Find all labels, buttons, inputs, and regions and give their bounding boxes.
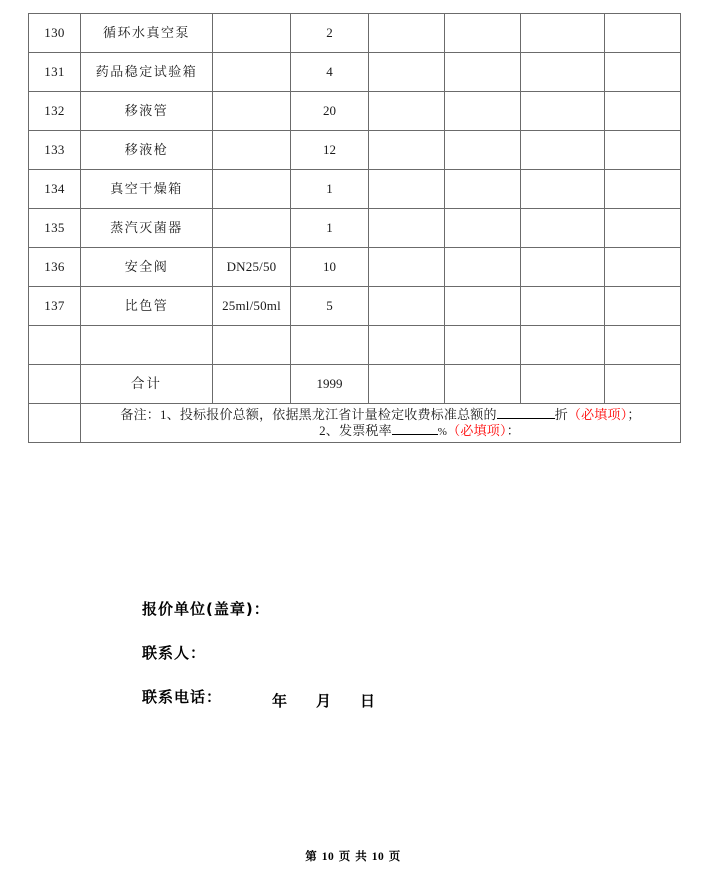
cell-empty-3 [521,170,605,209]
table-row [29,248,681,287]
cell-empty-2 [445,131,521,170]
cell-empty-3 [521,14,605,53]
cell-empty-1 [369,92,445,131]
date-day-label: 日 [360,692,377,710]
footer-total-pages: 10 [371,851,385,863]
remarks-line-2-unit: % [437,425,448,438]
footer-suffix: 页 [388,849,401,863]
cell-item-spec [213,326,291,365]
contact-person-label: 联系人： [142,644,207,662]
cell-empty-2 [445,170,521,209]
cell-item-spec [213,170,291,209]
cell-item-qty: 12 [291,131,369,170]
cell-empty-2 [445,209,521,248]
cell-empty-1 [369,326,445,365]
table-row [29,209,681,248]
cell-total-number [29,365,81,404]
cell-item-name: 循环水真空泵 [81,14,213,53]
cell-item-name: 药品稳定试验箱 [81,53,213,92]
cell-item-name: 安全阀 [81,248,213,287]
remarks-line-2-required-note: （必填项） [447,422,507,438]
table-row [29,287,681,326]
footer-prefix: 第 [305,849,318,863]
cell-total-spec [213,365,291,404]
table-row-total [29,365,681,404]
quoting-unit-label: 报价单位(盖章)： [142,600,270,618]
cell-empty-1 [369,14,445,53]
cell-item-spec: DN25/50 [213,248,291,287]
cell-empty-1 [369,170,445,209]
cell-empty-2 [445,92,521,131]
remarks-line-2 [83,423,678,440]
cell-empty-4 [605,209,681,248]
cell-item-qty: 1 [291,209,369,248]
cell-empty-2 [445,248,521,287]
cell-item-qty: 1 [291,170,369,209]
quotation-table [28,13,681,443]
date-month-label: 月 [316,692,333,710]
remarks-discount-blank[interactable] [497,418,555,419]
table-row [29,92,681,131]
signature-block [142,598,270,730]
cell-empty-1 [369,365,445,404]
cell-item-spec [213,131,291,170]
cell-item-number: 137 [29,287,81,326]
cell-empty-4 [605,170,681,209]
remarks-line-2-prefix: 2、发票税率 [319,422,392,438]
contact-phone-label: 联系电话： [142,688,223,706]
quotation-table-container [28,13,680,443]
cell-empty-2 [445,14,521,53]
date-year-label: 年 [272,692,289,710]
cell-empty-1 [369,53,445,92]
cell-empty-3 [521,248,605,287]
cell-item-number: 134 [29,170,81,209]
table-row [29,170,681,209]
cell-item-qty [291,326,369,365]
remarks-line-1 [83,407,678,423]
cell-empty-3 [521,209,605,248]
table-row [29,14,681,53]
remarks-line-1-required-note: （必填项） [567,406,628,422]
cell-item-number: 131 [29,53,81,92]
cell-empty-3 [521,53,605,92]
cell-empty-3 [521,287,605,326]
cell-empty-4 [605,287,681,326]
cell-empty-4 [605,53,681,92]
cell-empty-3 [521,365,605,404]
table-row-empty [29,326,681,365]
cell-empty-3 [521,131,605,170]
cell-item-name: 移液管 [81,92,213,131]
cell-total-qty: 1999 [291,365,369,404]
cell-empty-2 [445,365,521,404]
cell-item-number: 136 [29,248,81,287]
cell-item-name [81,326,213,365]
cell-item-qty: 20 [291,92,369,131]
cell-item-qty: 2 [291,14,369,53]
footer-middle: 页 共 [338,849,368,863]
cell-empty-2 [445,287,521,326]
cell-empty-4 [605,14,681,53]
cell-empty-1 [369,287,445,326]
date-line [272,690,376,711]
cell-item-name: 移液枪 [81,131,213,170]
cell-empty-2 [445,53,521,92]
cell-item-name: 真空干燥箱 [81,170,213,209]
cell-empty-1 [369,248,445,287]
cell-empty-4 [605,92,681,131]
cell-empty-2 [445,326,521,365]
cell-item-number: 130 [29,14,81,53]
cell-item-qty: 4 [291,53,369,92]
remarks-line-1-prefix: 备注：1、投标报价总额，依据黑龙江省计量检定收费标准总额的 [120,406,497,422]
cell-item-number [29,326,81,365]
cell-empty-4 [605,131,681,170]
cell-item-qty: 5 [291,287,369,326]
cell-item-name: 比色管 [81,287,213,326]
cell-remarks-number [29,404,81,443]
cell-item-qty: 10 [291,248,369,287]
remarks-line-1-suffix: ； [627,406,641,422]
cell-empty-1 [369,209,445,248]
cell-item-spec [213,92,291,131]
table-row [29,53,681,92]
cell-item-number: 132 [29,92,81,131]
cell-item-spec [213,209,291,248]
cell-item-spec [213,14,291,53]
cell-item-spec: 25ml/50ml [213,287,291,326]
cell-empty-4 [605,326,681,365]
cell-item-name: 蒸汽灭菌器 [81,209,213,248]
cell-empty-1 [369,131,445,170]
table-row-remarks [29,404,681,443]
cell-empty-4 [605,365,681,404]
cell-empty-4 [605,248,681,287]
remarks-cell [81,404,681,443]
cell-item-number: 135 [29,209,81,248]
remarks-line-2-suffix: ： [506,422,520,438]
footer-current-page: 10 [321,851,335,863]
cell-item-spec [213,53,291,92]
cell-empty-3 [521,92,605,131]
quotation-table-body [29,14,681,443]
table-row [29,131,681,170]
cell-empty-3 [521,326,605,365]
page-footer [0,848,706,864]
cell-item-number: 133 [29,131,81,170]
cell-total-label: 合计 [81,365,213,404]
remarks-tax-rate-blank[interactable] [392,434,438,435]
remarks-line-1-unit: 折 [554,406,568,422]
